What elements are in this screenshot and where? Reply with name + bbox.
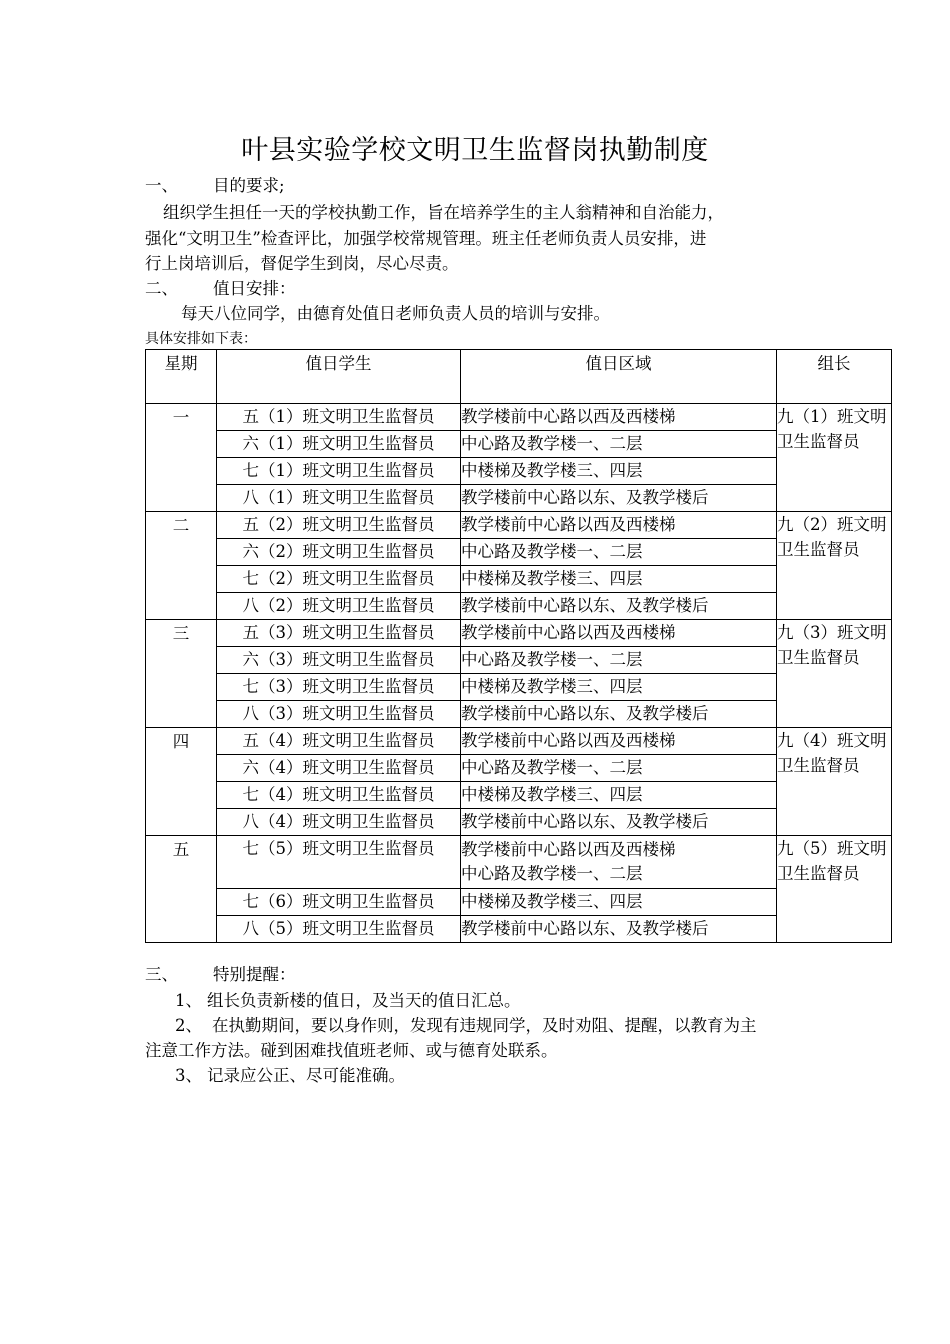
reminder-3-number: 3、 <box>175 1066 202 1085</box>
reminder-3 <box>175 1064 405 1088</box>
section-1-line-3: 行上岗培训后，督促学生到岗，尽心尽责。 <box>145 254 459 273</box>
schedule-table <box>145 349 892 943</box>
reminder-2 <box>175 1014 757 1038</box>
student-cell: 七（6）班文明卫生监督员 <box>217 889 461 916</box>
leader-cell: 九（1）班文明卫生监督员 <box>777 404 892 512</box>
day-cell: 一 <box>146 404 217 512</box>
leader-cell: 九（5）班文明卫生监督员 <box>777 836 892 943</box>
reminder-2-text: 在执勤期间，要以身作则，发现有违规同学，及时劝阻、提醒，以教育为主 <box>212 1016 757 1035</box>
section-1-heading <box>145 174 285 198</box>
area-cell: 教学楼前中心路以东、及教学楼后 <box>461 593 777 620</box>
area-cell: 中楼梯及教学楼三、四层 <box>461 889 777 916</box>
student-cell: 七（2）班文明卫生监督员 <box>217 566 461 593</box>
leader-cell: 九（2）班文明卫生监督员 <box>777 512 892 620</box>
section-3-title: 特别提醒： <box>213 965 296 984</box>
section-3-number: 三、 <box>145 965 178 984</box>
day-cell: 四 <box>146 728 217 836</box>
leader-cell: 九（4）班文明卫生监督员 <box>777 728 892 836</box>
table-row <box>146 836 892 889</box>
area-cell: 教学楼前中心路以东、及教学楼后 <box>461 916 777 943</box>
area-cell: 教学楼前中心路以东、及教学楼后 <box>461 485 777 512</box>
student-cell: 六（4）班文明卫生监督员 <box>217 755 461 782</box>
day-cell: 五 <box>146 836 217 943</box>
header-student: 值日学生 <box>217 350 461 404</box>
student-cell: 八（4）班文明卫生监督员 <box>217 809 461 836</box>
section-2-body: 每天八位同学，由德育处值日老师负责人员的培训与安排。 <box>181 304 610 323</box>
student-cell: 七（4）班文明卫生监督员 <box>217 782 461 809</box>
header-day: 星期 <box>146 350 217 404</box>
document-title: 叶县实验学校文明卫生监督岗执勤制度 <box>241 135 709 166</box>
student-cell: 五（1）班文明卫生监督员 <box>217 404 461 431</box>
student-cell: 六（1）班文明卫生监督员 <box>217 431 461 458</box>
section-1-number: 一、 <box>145 176 178 195</box>
table-header-row <box>146 350 892 404</box>
student-cell: 七（5）班文明卫生监督员 <box>217 836 461 889</box>
student-cell: 八（2）班文明卫生监督员 <box>217 593 461 620</box>
table-row <box>146 512 892 539</box>
student-cell: 八（5）班文明卫生监督员 <box>217 916 461 943</box>
area-cell: 教学楼前中心路以东、及教学楼后 <box>461 701 777 728</box>
reminder-1-number: 1、 <box>175 991 202 1010</box>
section-2-number: 二、 <box>145 279 178 298</box>
student-cell: 八（3）班文明卫生监督员 <box>217 701 461 728</box>
area-cell: 教学楼前中心路以西及西楼梯 <box>461 404 777 431</box>
area-cell <box>461 836 777 889</box>
area-cell: 教学楼前中心路以西及西楼梯 <box>461 512 777 539</box>
area-cell: 教学楼前中心路以西及西楼梯 <box>461 620 777 647</box>
table-note: 具体安排如下表： <box>145 331 257 347</box>
area-cell: 中心路及教学楼一、二层 <box>461 431 777 458</box>
section-1-line-2: 强化“文明卫生”检查评比，加强学校常规管理。班主任老师负责人员安排，进 <box>145 229 707 248</box>
area-cell: 中楼梯及教学楼三、四层 <box>461 458 777 485</box>
section-3-heading <box>145 963 296 987</box>
reminder-3-text: 记录应公正、尽可能准确。 <box>207 1066 405 1085</box>
area-cell: 教学楼前中心路以东、及教学楼后 <box>461 809 777 836</box>
day-cell: 三 <box>146 620 217 728</box>
area-cell: 教学楼前中心路以西及西楼梯 <box>461 728 777 755</box>
header-area: 值日区域 <box>461 350 777 404</box>
section-2-title: 值日安排： <box>213 279 296 298</box>
area-line: 中心路及教学楼一、二层 <box>461 864 643 883</box>
student-cell: 七（1）班文明卫生监督员 <box>217 458 461 485</box>
day-cell: 二 <box>146 512 217 620</box>
header-leader: 组长 <box>777 350 892 404</box>
leader-cell: 九（3）班文明卫生监督员 <box>777 620 892 728</box>
area-line: 教学楼前中心路以西及西楼梯 <box>461 840 676 859</box>
reminder-1 <box>175 989 521 1013</box>
area-cell: 中楼梯及教学楼三、四层 <box>461 782 777 809</box>
section-1-title: 目的要求; <box>213 176 285 195</box>
section-1-line-1: 组织学生担任一天的学校执勤工作，旨在培养学生的主人翁精神和自治能力， <box>163 203 724 222</box>
area-cell: 中心路及教学楼一、二层 <box>461 755 777 782</box>
student-cell: 七（3）班文明卫生监督员 <box>217 674 461 701</box>
reminder-1-text: 组长负责新楼的值日，及当天的值日汇总。 <box>207 991 521 1010</box>
student-cell: 五（3）班文明卫生监督员 <box>217 620 461 647</box>
table-row <box>146 728 892 755</box>
area-cell: 中心路及教学楼一、二层 <box>461 539 777 566</box>
reminder-2-number: 2、 <box>175 1016 202 1035</box>
area-cell: 中楼梯及教学楼三、四层 <box>461 566 777 593</box>
reminder-2-continued: 注意工作方法。碰到困难找值班老师、或与德育处联系。 <box>145 1041 558 1060</box>
area-cell: 中心路及教学楼一、二层 <box>461 647 777 674</box>
student-cell: 五（2）班文明卫生监督员 <box>217 512 461 539</box>
student-cell: 五（4）班文明卫生监督员 <box>217 728 461 755</box>
student-cell: 八（1）班文明卫生监督员 <box>217 485 461 512</box>
area-cell: 中楼梯及教学楼三、四层 <box>461 674 777 701</box>
section-2-heading <box>145 277 296 301</box>
student-cell: 六（2）班文明卫生监督员 <box>217 539 461 566</box>
table-row <box>146 620 892 647</box>
table-row <box>146 404 892 431</box>
student-cell: 六（3）班文明卫生监督员 <box>217 647 461 674</box>
